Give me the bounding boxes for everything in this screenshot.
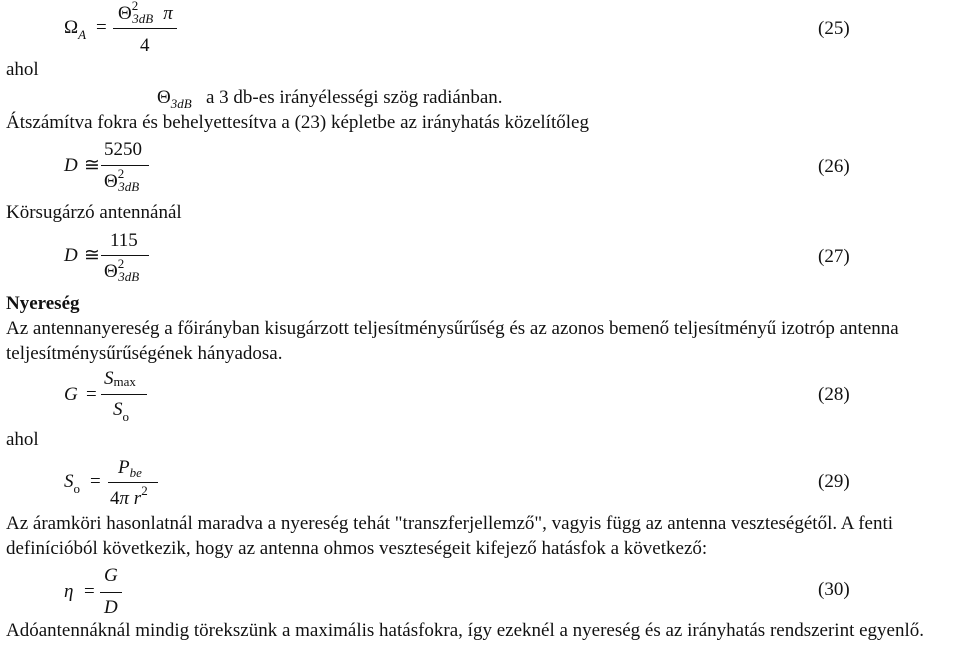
eq26-lhs: D	[64, 155, 78, 176]
eq27-numerator: 115	[110, 230, 138, 251]
eq30-equals: =	[84, 581, 95, 602]
eq26-number: (26)	[818, 156, 850, 177]
eq25-denominator: 4	[140, 35, 150, 56]
eq26-approx: ≅	[84, 155, 100, 176]
ahol-label-2: ahol	[6, 429, 39, 450]
eq30-denominator: D	[104, 597, 118, 618]
eq26-denominator: $\Theta^2_{3dB}$	[104, 166, 140, 194]
eq29-denominator: 4π $r^2$	[110, 483, 148, 509]
eq28-lhs: G	[64, 384, 78, 405]
paragraph-gain-definition: Az antennanyereség a főirányban kisugárzott teljesítménysűrűség és az azonos bemenő teljesítményű izotróp antenna teljesítménysűrűségének hányadosa.	[6, 318, 899, 364]
theta-definition-text: a 3 db-es irányélességi szög radiánban.	[206, 87, 503, 108]
eq26-fraction-bar	[101, 165, 149, 166]
eq25-numerator: $\Theta^2_{3dB}$ π	[118, 0, 173, 26]
section-heading-gain: Nyereség	[6, 293, 80, 314]
paragraph-isotropic: Körsugárzó antennánál	[6, 202, 182, 223]
eq25-equals: =	[96, 17, 107, 38]
eq28-fraction-bar	[101, 394, 147, 395]
theta-symbol: $\Theta_{3dB}$	[157, 87, 192, 111]
paragraph-transfer: Az áramköri hasonlatnál maradva a nyereség tehát "transzferjellemző", vagyis függ az antenna veszteségétől. A fenti definícióból következik, hogy az antenna ohmos veszteségeit kifejező hatásfok a következő:	[6, 513, 894, 559]
eq30-lhs: η	[64, 581, 74, 602]
eq28-denominator: $S_o$	[113, 399, 129, 424]
eq30-fraction-bar	[100, 592, 122, 593]
eq29-numerator: $P_{be}$	[118, 457, 142, 480]
eq29-lhs: $S_o$	[64, 471, 80, 496]
eq29-equals: =	[90, 471, 101, 492]
eq27-denominator: $\Theta^2_{3dB}$	[104, 256, 140, 284]
eq29-fraction-bar	[108, 482, 158, 483]
eq25-number: (25)	[818, 18, 850, 39]
eq29-number: (29)	[818, 471, 850, 492]
eq25-lhs: $\Omega_A$	[64, 17, 87, 42]
eq26-numerator: 5250	[104, 139, 142, 160]
ahol-label-1: ahol	[6, 59, 39, 80]
eq27-lhs: D	[64, 245, 78, 266]
eq27-approx: ≅	[84, 245, 100, 266]
eq25-fraction-bar	[113, 28, 177, 29]
eq28-numerator: Smax	[104, 368, 136, 389]
eq27-number: (27)	[818, 246, 850, 267]
eq30-numerator: G	[104, 565, 118, 586]
eq30-number: (30)	[818, 579, 850, 600]
eq28-equals: =	[86, 384, 97, 405]
paragraph-conversion: Átszámítva fokra és behelyettesítva a (23) képletbe az irányhatás közelítőleg	[6, 112, 589, 133]
paragraph-efficiency: Adóantennáknál mindig törekszünk a maximális hatásfokra, így ezeknél a nyereség és az irányhatás rendszerint egyenlő.	[6, 620, 924, 641]
eq28-number: (28)	[818, 384, 850, 405]
eq27-fraction-bar	[101, 255, 149, 256]
